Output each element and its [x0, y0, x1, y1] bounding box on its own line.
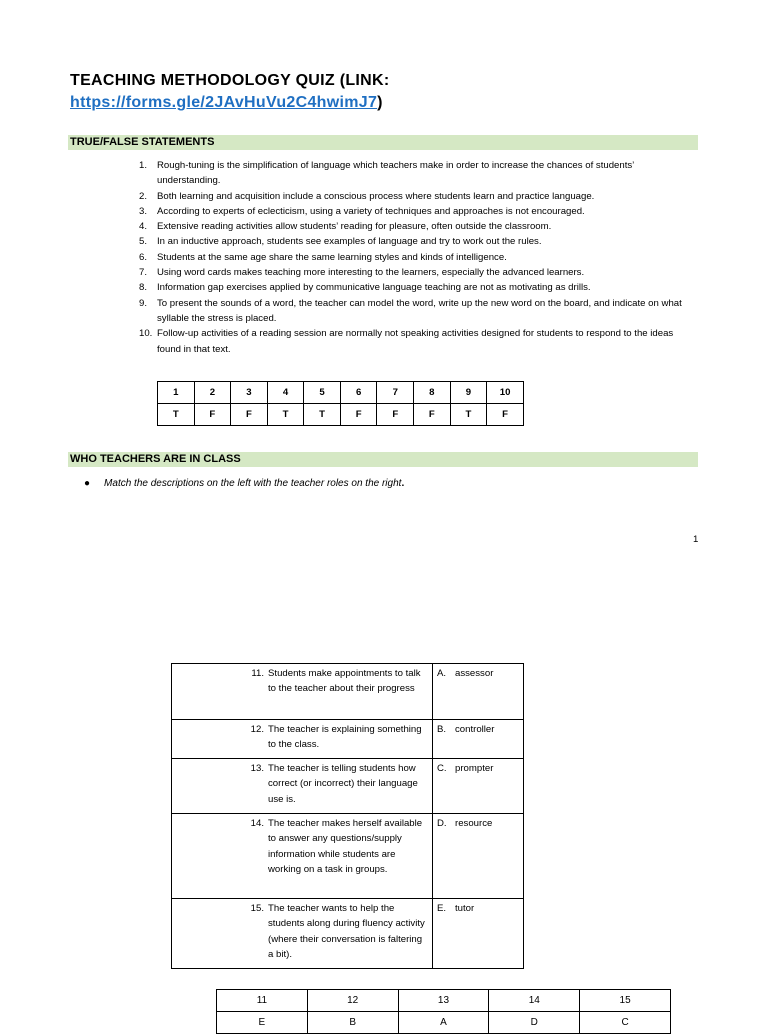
role-cell	[433, 720, 524, 759]
table-cell: 14	[489, 990, 580, 1012]
quiz-title-text: TEACHING METHODOLOGY QUIZ (LINK:	[70, 72, 390, 89]
role-letter: B.	[437, 724, 447, 735]
table-cell: 11	[217, 990, 308, 1012]
role-cell	[433, 899, 524, 969]
table-cell: 1	[158, 382, 195, 404]
row-description: The teacher wants to help the students along during fluency activity (where their conversation is faltering a bit).	[268, 903, 425, 960]
table-row	[217, 990, 671, 1012]
row-number: 11.	[251, 668, 264, 679]
list-item	[139, 158, 699, 189]
item-text: Extensive reading activities allow students’ reading for pleasure, often outside the classroom.	[157, 221, 552, 233]
instruction-period: .	[401, 478, 405, 489]
bullet-icon: ●	[84, 478, 91, 489]
list-item	[139, 280, 699, 295]
role-name: assessor	[455, 668, 494, 679]
instruction-text: Match the descriptions on the left with the teacher roles on the right	[104, 478, 402, 489]
table-row	[172, 759, 524, 814]
table-cell: T	[304, 404, 341, 426]
list-item	[139, 265, 699, 280]
item-number: 7.	[139, 267, 148, 279]
role-name: resource	[455, 818, 493, 829]
role-cell	[433, 759, 524, 814]
item-text: According to experts of eclecticism, using a variety of techniques and approaches is not encouraged.	[157, 205, 585, 217]
section-heading-who-teachers: WHO TEACHERS ARE IN CLASS	[68, 452, 698, 467]
row-description: The teacher is telling students how correct (or incorrect) their language use is.	[268, 763, 418, 805]
item-text: Students at the same age share the same learning styles and kinds of intelligence.	[157, 251, 507, 263]
table-cell: 13	[398, 990, 489, 1012]
table-cell: 6	[340, 382, 377, 404]
section-heading-true-false: TRUE/FALSE STATEMENTS	[68, 135, 698, 150]
table-cell: F	[377, 404, 414, 426]
matching-table	[171, 663, 524, 969]
table-cell: T	[450, 404, 487, 426]
item-number: 9.	[139, 297, 148, 309]
true-false-list	[139, 158, 699, 357]
item-number: 4.	[139, 221, 148, 233]
role-name: controller	[455, 724, 495, 735]
item-number: 8.	[139, 282, 148, 294]
table-cell: 3	[231, 382, 268, 404]
quiz-title-suffix: )	[377, 94, 383, 111]
list-item	[139, 219, 699, 234]
row-description: The teacher is explaining something to the class.	[268, 724, 422, 751]
role-letter: A.	[437, 668, 447, 679]
instruction	[84, 478, 404, 489]
description-cell	[172, 759, 433, 814]
table-cell: 15	[580, 990, 671, 1012]
item-text: Rough-tuning is the simplification of language which teachers make in order to increase the chances of students’ understanding.	[157, 160, 634, 187]
description-cell	[172, 899, 433, 969]
description-cell	[172, 720, 433, 759]
table-cell: B	[307, 1012, 398, 1034]
item-text: To present the sounds of a word, the teacher can model the word, write up the new word on the board, and indicate on what syllable the stress is placed.	[157, 297, 682, 324]
description-cell	[172, 814, 433, 899]
table-cell: T	[267, 404, 304, 426]
row-number: 12.	[250, 724, 264, 735]
table-row	[217, 1012, 671, 1034]
item-number: 1.	[139, 160, 148, 171]
table-cell: 7	[377, 382, 414, 404]
table-cell: F	[340, 404, 377, 426]
item-number: 10.	[139, 328, 153, 340]
item-number: 2.	[139, 190, 148, 202]
role-cell	[433, 814, 524, 899]
list-item	[139, 296, 699, 327]
table-cell: F	[194, 404, 231, 426]
answer-table-matching	[216, 989, 671, 1034]
table-cell: A	[398, 1012, 489, 1034]
answer-table-true-false	[157, 381, 524, 426]
list-item	[139, 326, 699, 357]
role-cell	[433, 664, 524, 720]
table-cell: F	[414, 404, 451, 426]
item-text: Follow-up activities of a reading session are normally not speaking activities designed for students to respond to the ideas found in that text.	[157, 328, 674, 355]
list-item	[139, 250, 699, 265]
item-text: Both learning and acquisition include a conscious process where students learn and practice language.	[157, 190, 595, 202]
item-number: 3.	[139, 205, 148, 217]
table-row	[172, 664, 524, 720]
role-name: prompter	[455, 763, 494, 774]
table-cell: T	[158, 404, 195, 426]
table-row	[172, 814, 524, 899]
table-cell: D	[489, 1012, 580, 1034]
table-cell: 2	[194, 382, 231, 404]
quiz-link[interactable]: https://forms.gle/2JAvHuVu2C4hwimJ7	[70, 94, 378, 111]
table-cell: 10	[487, 382, 524, 404]
item-text: Using word cards makes teaching more interesting to the learners, especially the advanced learners.	[157, 267, 585, 279]
list-item	[139, 189, 699, 204]
description-cell	[172, 664, 433, 720]
item-number: 5.	[139, 236, 148, 248]
table-row	[172, 899, 524, 969]
row-number: 15.	[250, 903, 264, 914]
table-cell: 12	[307, 990, 398, 1012]
row-number: 13.	[250, 763, 264, 774]
quiz-title	[70, 70, 710, 114]
role-letter: E.	[437, 903, 447, 914]
table-cell: 8	[414, 382, 451, 404]
role-name: tutor	[455, 903, 475, 914]
table-cell: F	[231, 404, 268, 426]
table-row	[158, 382, 524, 404]
table-cell: F	[487, 404, 524, 426]
role-letter: D.	[437, 818, 447, 829]
item-text: In an inductive approach, students see examples of language and try to work out the rules.	[157, 236, 542, 248]
row-number: 14.	[250, 818, 264, 829]
table-cell: 9	[450, 382, 487, 404]
item-text: Information gap exercises applied by communicative language teaching are not as motivating as drills.	[157, 282, 591, 294]
page-number: 1	[693, 534, 699, 545]
item-number: 6.	[139, 251, 148, 263]
table-cell: E	[217, 1012, 308, 1034]
role-letter: C.	[437, 763, 447, 774]
list-item	[139, 234, 699, 249]
list-item	[139, 204, 699, 219]
table-cell: 4	[267, 382, 304, 404]
table-row	[172, 720, 524, 759]
table-cell: 5	[304, 382, 341, 404]
row-description: The teacher makes herself available to answer any questions/supply information while students are working on a task in groups.	[268, 818, 423, 875]
row-description: Students make appointments to talk to the teacher about their progress	[268, 668, 421, 695]
table-cell: C	[580, 1012, 671, 1034]
table-row	[158, 404, 524, 426]
